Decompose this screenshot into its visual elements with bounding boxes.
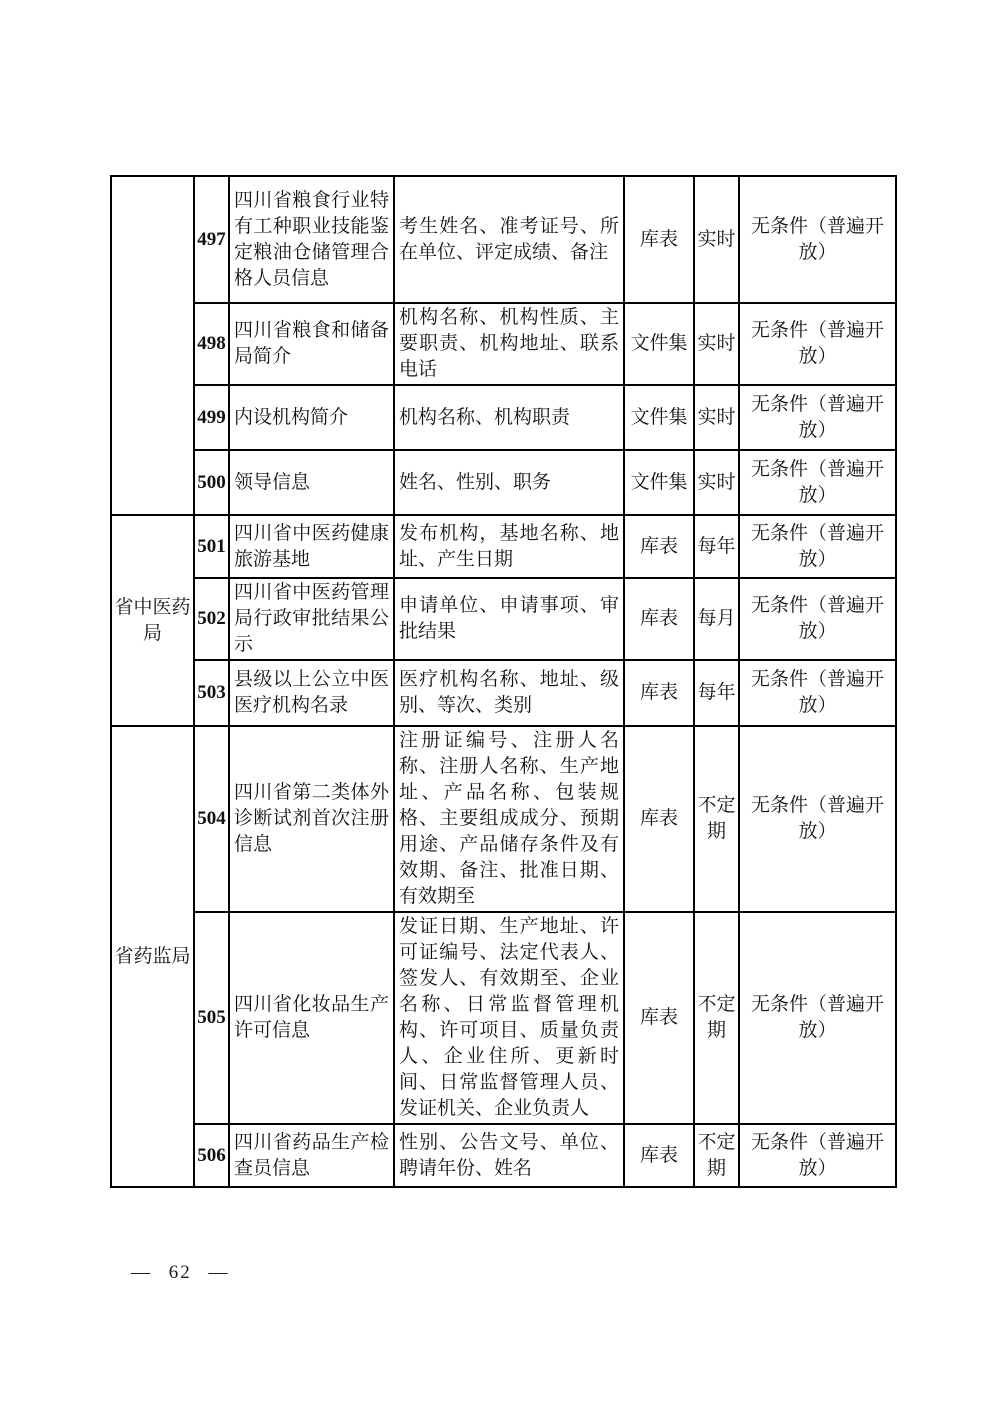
resource-fields: 考生姓名、准考证号、所在单位、评定成绩、备注 [394, 176, 624, 303]
resource-name: 四川省粮食和储备局简介 [229, 303, 394, 385]
table-row [111, 726, 896, 912]
open-condition: 无条件（普遍开放） [739, 912, 896, 1124]
resource-fields: 机构名称、机构性质、主要职责、机构地址、联系电话 [394, 303, 624, 385]
row-number: 501 [194, 515, 229, 578]
resource-name: 四川省第二类体外诊断试剂首次注册信息 [229, 726, 394, 912]
table-row [111, 660, 896, 726]
resource-fields: 性别、公告文号、单位、聘请年份、姓名 [394, 1124, 624, 1187]
resource-name: 四川省中医药管理局行政审批结果公示 [229, 578, 394, 660]
row-number: 506 [194, 1124, 229, 1187]
resource-name: 县级以上公立中医医疗机构名录 [229, 660, 394, 726]
row-number: 497 [194, 176, 229, 303]
resource-format: 文件集 [624, 385, 694, 450]
row-number: 505 [194, 912, 229, 1124]
resource-name: 领导信息 [229, 450, 394, 515]
update-frequency: 不定期 [694, 912, 739, 1124]
row-number: 500 [194, 450, 229, 515]
resource-fields: 申请单位、申请事项、审批结果 [394, 578, 624, 660]
table-row [111, 912, 896, 1124]
row-number: 502 [194, 578, 229, 660]
open-condition: 无条件（普遍开放） [739, 660, 896, 726]
resource-fields: 机构名称、机构职责 [394, 385, 624, 450]
resource-format: 库表 [624, 660, 694, 726]
resource-name: 四川省化妆品生产许可信息 [229, 912, 394, 1124]
open-condition: 无条件（普遍开放） [739, 176, 896, 303]
table-row [111, 385, 896, 450]
open-condition: 无条件（普遍开放） [739, 385, 896, 450]
row-number: 504 [194, 726, 229, 912]
resource-fields: 医疗机构名称、地址、级别、等次、类别 [394, 660, 624, 726]
resource-name: 四川省中医药健康旅游基地 [229, 515, 394, 578]
row-number: 499 [194, 385, 229, 450]
resource-fields: 注册证编号、注册人名称、注册人名称、生产地址、产品名称、包装规格、主要组成成分、预期用途、产品储存条件及有效期、备注、批准日期、有效期至 [394, 726, 624, 912]
agency-cell: 省药监局 [111, 726, 194, 1187]
update-frequency: 实时 [694, 303, 739, 385]
resource-name: 四川省药品生产检查员信息 [229, 1124, 394, 1187]
resource-format: 库表 [624, 912, 694, 1124]
open-condition: 无条件（普遍开放） [739, 515, 896, 578]
update-frequency: 每年 [694, 660, 739, 726]
resource-format: 库表 [624, 726, 694, 912]
open-condition: 无条件（普遍开放） [739, 578, 896, 660]
open-condition: 无条件（普遍开放） [739, 303, 896, 385]
resource-name: 四川省粮食行业特有工种职业技能鉴定粮油仓储管理合格人员信息 [229, 176, 394, 303]
update-frequency: 实时 [694, 385, 739, 450]
update-frequency: 实时 [694, 450, 739, 515]
open-condition: 无条件（普遍开放） [739, 1124, 896, 1187]
resource-format: 库表 [624, 578, 694, 660]
resource-fields: 发布机构，基地名称、地址、产生日期 [394, 515, 624, 578]
resource-name: 内设机构简介 [229, 385, 394, 450]
update-frequency: 不定期 [694, 1124, 739, 1187]
table-row [111, 450, 896, 515]
update-frequency: 不定期 [694, 726, 739, 912]
resource-format: 文件集 [624, 303, 694, 385]
resource-fields: 发证日期、生产地址、许可证编号、法定代表人、签发人、有效期至、企业名称、日常监督管理机构、许可项目、质量负责人、企业住所、更新时间、日常监督管理人员、发证机关、企业负责人 [394, 912, 624, 1124]
table-row [111, 578, 896, 660]
update-frequency: 每月 [694, 578, 739, 660]
update-frequency: 每年 [694, 515, 739, 578]
agency-cell [111, 176, 194, 515]
update-frequency: 实时 [694, 176, 739, 303]
resource-format: 库表 [624, 176, 694, 303]
page-number: — 62 — [131, 1262, 230, 1283]
resource-fields: 姓名、性别、职务 [394, 450, 624, 515]
table-row [111, 176, 896, 303]
open-condition: 无条件（普遍开放） [739, 726, 896, 912]
open-data-catalog-table [110, 175, 897, 1188]
table-row [111, 1124, 896, 1187]
resource-format: 库表 [624, 515, 694, 578]
row-number: 503 [194, 660, 229, 726]
agency-cell: 省中医药局 [111, 515, 194, 726]
open-condition: 无条件（普遍开放） [739, 450, 896, 515]
row-number: 498 [194, 303, 229, 385]
resource-format: 库表 [624, 1124, 694, 1187]
table-row [111, 515, 896, 578]
table-row [111, 303, 896, 385]
resource-format: 文件集 [624, 450, 694, 515]
